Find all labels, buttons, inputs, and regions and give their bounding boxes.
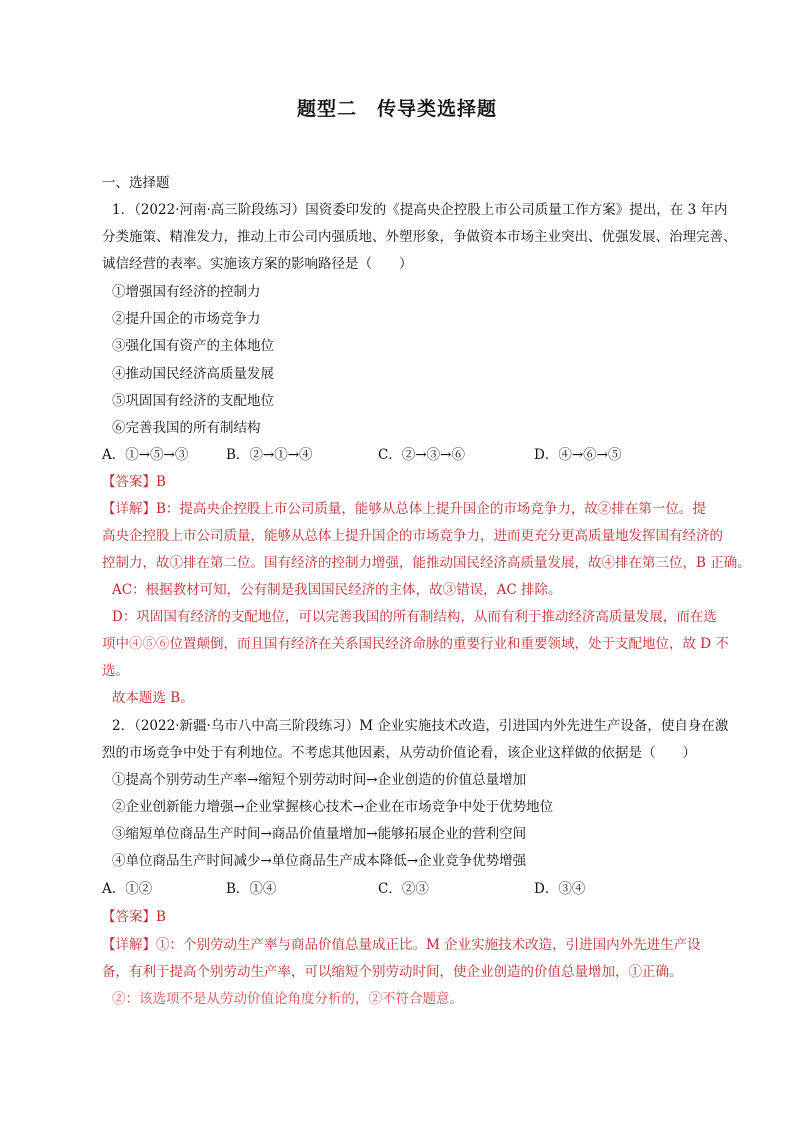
q2-stem-line-1: 2．（2022·新疆·乌市八中高三阶段练习）M 企业实施技术改造，引进国内外先进生产设备，使自身在激 [112,718,729,734]
q1-choice-a: A．①→⑤→③ [102,447,189,463]
q1-choice-b: B．②→①→④ [226,447,313,463]
q1-detail-line-6 [102,631,729,657]
q1-item-6: ⑥完善我国的所有制结构 [112,420,261,436]
q2-stem-line-2: 烈的市场竞争中处于有利地位。不考虑其他因素，从劳动价值论看，该企业这样做的依据是（ ） [102,745,696,761]
q2-item-3: ③缩短单位商品生产时间→商品价值量增加→能够拓展企业的营利空间 [112,826,527,842]
q2-detail-line-1 [102,932,722,958]
q1-stem-line-1: 1．（2022·河南·高三阶段练习）国资委印发的《提高央企控股上市公司质量工作方案》提出，在 3 年内 [112,202,728,218]
q2-choice-b: B．①④ [226,881,277,897]
q2-detail-text-1: ①：个别劳动生产率与商品价值总量成正比。M 企业实施技术改造，引进国内外先进生产设 [156,937,701,953]
q2-choice-a: A．①② [102,881,153,897]
q2-item-1: ①提高个别劳动生产率→缩短个别劳动时间→企业创造的价值总量增加 [112,772,527,788]
q1-detail-text-1: B：提高央企控股上市公司质量，能够从总体上提升国企的市场竞争力，故②排在第一位。提 [156,501,706,517]
q2-item-4: ④单位商品生产时间减少→单位商品生产成本降低→企业竞争优势增强 [112,853,527,869]
q2-answer: 【答案】B [102,909,166,925]
q1-detail-line-3: 控制力，故①排在第二位。国有经济的控制力增强，能推动国民经济高质量发展，故④排在第三位，B 正确。 [102,555,751,571]
q1-answer: 【答案】B [102,474,166,490]
q2-detail-label: 【详解】 [102,937,156,953]
q2-item-2: ②企业创新能力增强→企业掌握核心技术→企业在市场竞争中处于优势地位 [112,799,554,815]
q1-detail-text-6a: 项中 [102,636,129,652]
q1-detail-line-7: 选。 [102,663,129,679]
q1-detail-text-6b: ④⑤⑥ [129,636,170,652]
q1-detail-label: 【详解】 [102,501,156,517]
q1-conclusion: 故本题选 B。 [112,690,194,706]
q1-stem-line-3: 诚信经营的表率。实施该方案的影响路径是（ ） [102,256,413,272]
q1-item-1: ①增强国有经济的控制力 [112,284,261,300]
q2-choice-c: C．②③ [378,881,429,897]
page-title: 题型二 传导类选择题 [296,98,497,120]
q1-detail-line-1 [102,496,722,522]
q1-item-5: ⑤巩固国有经济的支配地位 [112,393,274,409]
section-heading: 一、选择题 [102,175,170,191]
q1-detail-line-2: 高央企控股上市公司质量，能够从总体上提升国企的市场竞争力，进而更充分更高质量地发挥国有经济的 [102,528,723,544]
q1-detail-line-4: AC：根据教材可知，公有制是我国国民经济的主体，故③错误，AC 排除。 [112,582,562,598]
q2-detail-line-2: 备，有利于提高个别劳动生产率，可以缩短个别劳动时间，使企业创造的价值总量增加，①正确。 [102,964,683,980]
q1-item-2: ②提升国企的市场竞争力 [112,311,261,327]
q1-choice-d: D．④→⑥→⑤ [534,447,622,463]
q2-detail-line-3: ②：该选项不是从劳动价值论角度分析的，②不符合题意。 [112,991,463,1007]
q1-item-4: ④推动国民经济高质量发展 [112,366,274,382]
q1-detail-text-6c: 位置颠倒，而且国有经济在关系国民经济命脉的重要行业和重要领域，处于支配地位，故 D 不 [169,636,729,652]
q1-stem-line-2: 分类施策、精准发力，推动上市公司内强质地、外塑形象，争做资本市场主业突出、优强发展、治理完善、 [102,229,737,245]
q1-choice-c: C．②→③→⑥ [378,447,465,463]
q1-detail-line-5: D：巩固国有经济的支配地位，可以完善我国的所有制结构，从而有利于推动经济高质量发展，而在选 [112,609,717,625]
q2-choice-d: D．③④ [534,881,586,897]
q1-item-3: ③强化国有资产的主体地位 [112,338,274,354]
